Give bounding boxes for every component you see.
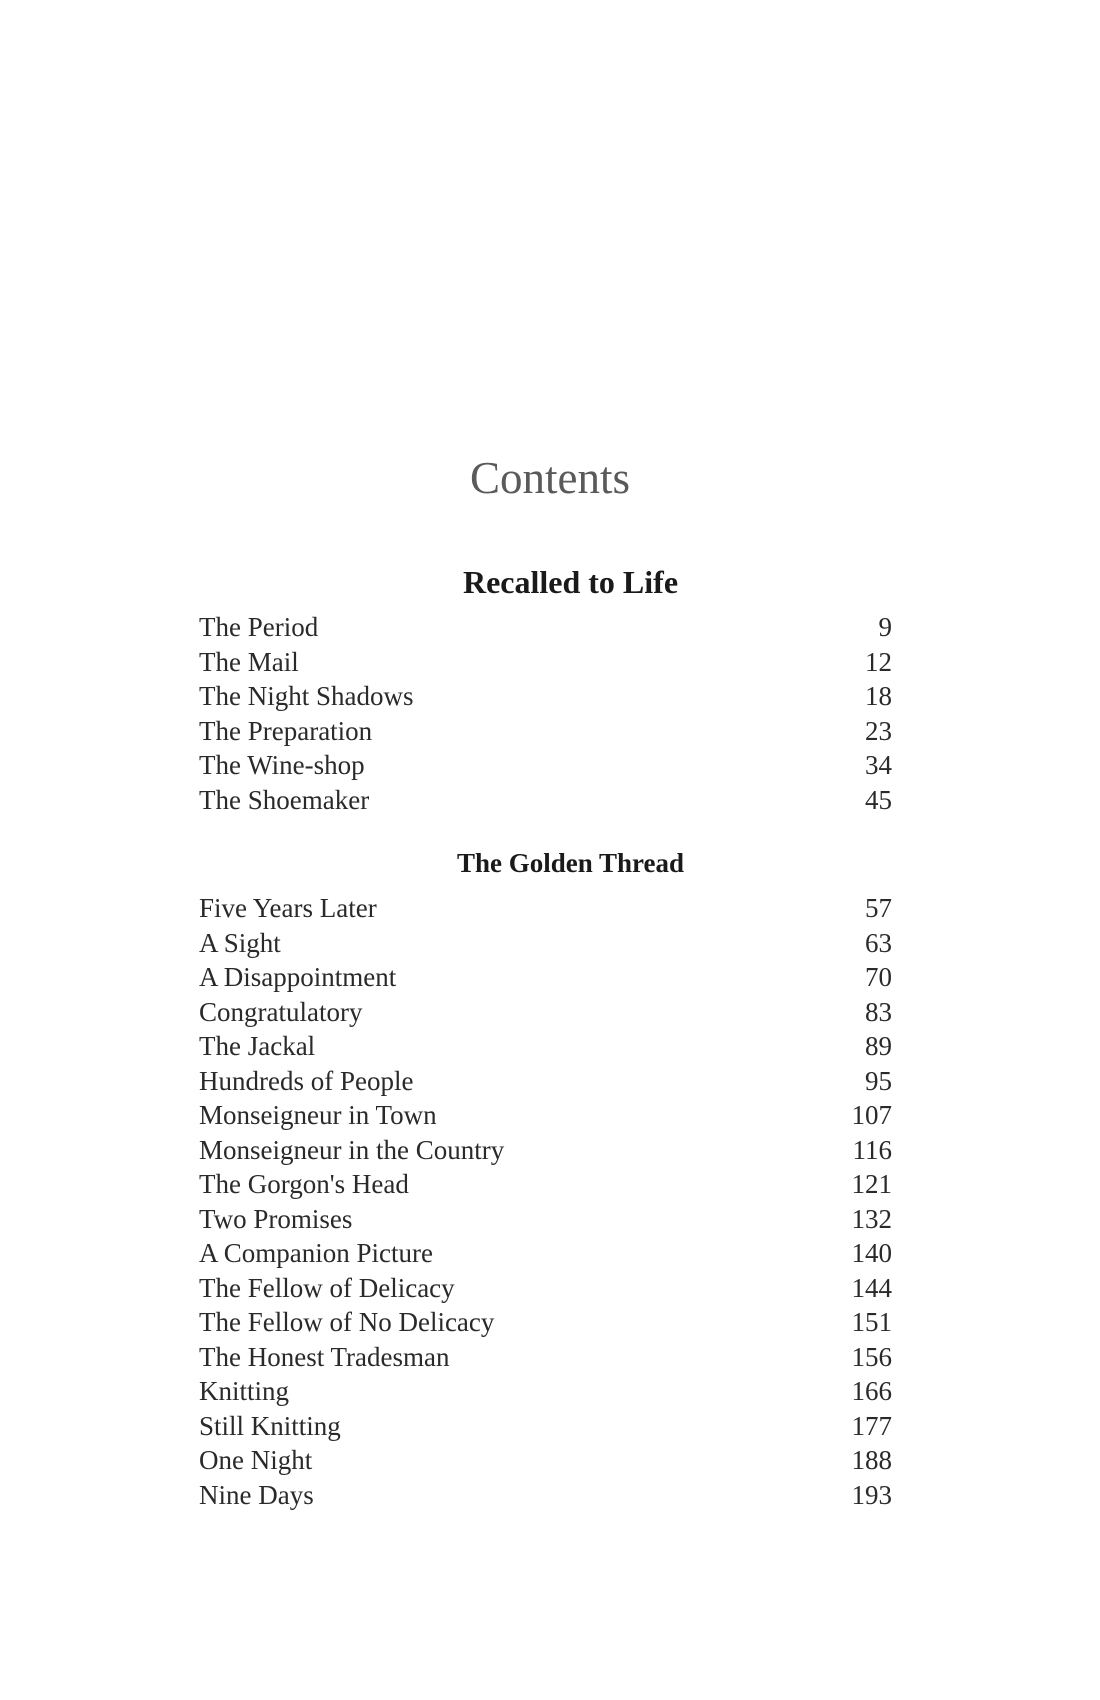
entry-title: The Jackal <box>199 1031 316 1061</box>
entry-page-number: 18 <box>865 681 892 711</box>
entry-title: Monseigneur in the Country <box>199 1134 505 1165</box>
entry-page-number: 83 <box>865 996 892 1027</box>
toc-list <box>199 891 892 1512</box>
page-title: Contents <box>469 453 630 503</box>
entry-title: The Period <box>199 612 319 642</box>
entry-page-number: 45 <box>865 784 892 815</box>
toc-list <box>199 610 892 817</box>
entry-title: The Gorgon's Head <box>199 1169 409 1199</box>
entry-title: The Preparation <box>199 715 373 746</box>
entry-title: Five Years Later <box>199 893 377 923</box>
entry-title: A Disappointment <box>199 962 397 992</box>
entry-title: Hundreds of People <box>199 1065 414 1096</box>
entry-page-number: 132 <box>851 1203 892 1234</box>
entry-title: A Sight <box>199 927 281 958</box>
entry-page-number: 140 <box>851 1238 892 1268</box>
entry-page-number: 177 <box>851 1410 892 1441</box>
entry-page-number: 63 <box>865 927 892 958</box>
part-recalled-to-life <box>199 566 892 817</box>
entry-title: The Fellow of No Delicacy <box>199 1307 495 1337</box>
entry-title: Knitting <box>199 1376 290 1406</box>
entry-page-number: 193 <box>851 1479 892 1510</box>
toc-entry[interactable] <box>199 1029 892 1064</box>
entry-page-number: 151 <box>851 1307 892 1337</box>
entry-title: The Night Shadows <box>199 681 414 711</box>
entry-page-number: 12 <box>865 646 892 677</box>
part-the-golden-thread <box>199 850 892 1512</box>
entry-page-number: 166 <box>851 1376 892 1406</box>
toc-entry[interactable] <box>199 1064 892 1099</box>
entry-page-number: 23 <box>865 715 892 746</box>
entry-title: Nine Days <box>199 1479 314 1510</box>
toc-entry[interactable] <box>199 1271 892 1306</box>
toc-entry[interactable] <box>199 610 892 645</box>
toc-entry[interactable] <box>199 1443 892 1478</box>
entry-title: One Night <box>199 1445 313 1475</box>
entry-page-number: 188 <box>851 1445 892 1475</box>
toc-entry[interactable] <box>199 1133 892 1168</box>
entry-page-number: 107 <box>851 1100 892 1130</box>
entry-page-number: 95 <box>865 1065 892 1096</box>
entry-page-number: 9 <box>878 612 892 642</box>
toc-entry[interactable] <box>199 1478 892 1513</box>
entry-page-number: 89 <box>865 1031 892 1061</box>
toc-entry[interactable] <box>199 645 892 680</box>
toc-entry[interactable] <box>199 926 892 961</box>
toc-entry[interactable] <box>199 679 892 714</box>
toc-entry[interactable] <box>199 891 892 926</box>
toc-entry[interactable] <box>199 1340 892 1375</box>
entry-title: Congratulatory <box>199 996 363 1027</box>
toc-entry[interactable] <box>199 1167 892 1202</box>
entry-page-number: 116 <box>852 1134 892 1165</box>
entry-title: Two Promises <box>199 1203 353 1234</box>
toc-entry[interactable] <box>199 995 892 1030</box>
part-heading: Recalled to Life <box>462 564 679 600</box>
entry-page-number: 57 <box>865 893 892 923</box>
entry-title: Monseigneur in Town <box>199 1100 437 1130</box>
entry-page-number: 121 <box>851 1169 892 1199</box>
part-heading: The Golden Thread <box>456 848 685 878</box>
toc-entry[interactable] <box>199 1305 892 1340</box>
toc-entry[interactable] <box>199 1374 892 1409</box>
entry-page-number: 34 <box>865 750 892 780</box>
entry-title: The Honest Tradesman <box>199 1341 450 1372</box>
toc-entry[interactable] <box>199 714 892 749</box>
toc-entry[interactable] <box>199 1409 892 1444</box>
entry-page-number: 70 <box>865 962 892 992</box>
toc-entry[interactable] <box>199 748 892 783</box>
entry-page-number: 144 <box>851 1272 892 1303</box>
entry-title: A Companion Picture <box>199 1238 433 1268</box>
entry-title: The Fellow of Delicacy <box>199 1272 455 1303</box>
toc-entry[interactable] <box>199 1236 892 1271</box>
toc-entry[interactable] <box>199 1202 892 1237</box>
toc-entry[interactable] <box>199 783 892 818</box>
entry-title: The Mail <box>199 646 299 677</box>
entry-page-number: 156 <box>851 1341 892 1372</box>
entry-title: The Shoemaker <box>199 784 370 815</box>
entry-title: Still Knitting <box>199 1410 341 1441</box>
entry-title: The Wine-shop <box>199 750 365 780</box>
toc-entry[interactable] <box>199 960 892 995</box>
toc-entry[interactable] <box>199 1098 892 1133</box>
